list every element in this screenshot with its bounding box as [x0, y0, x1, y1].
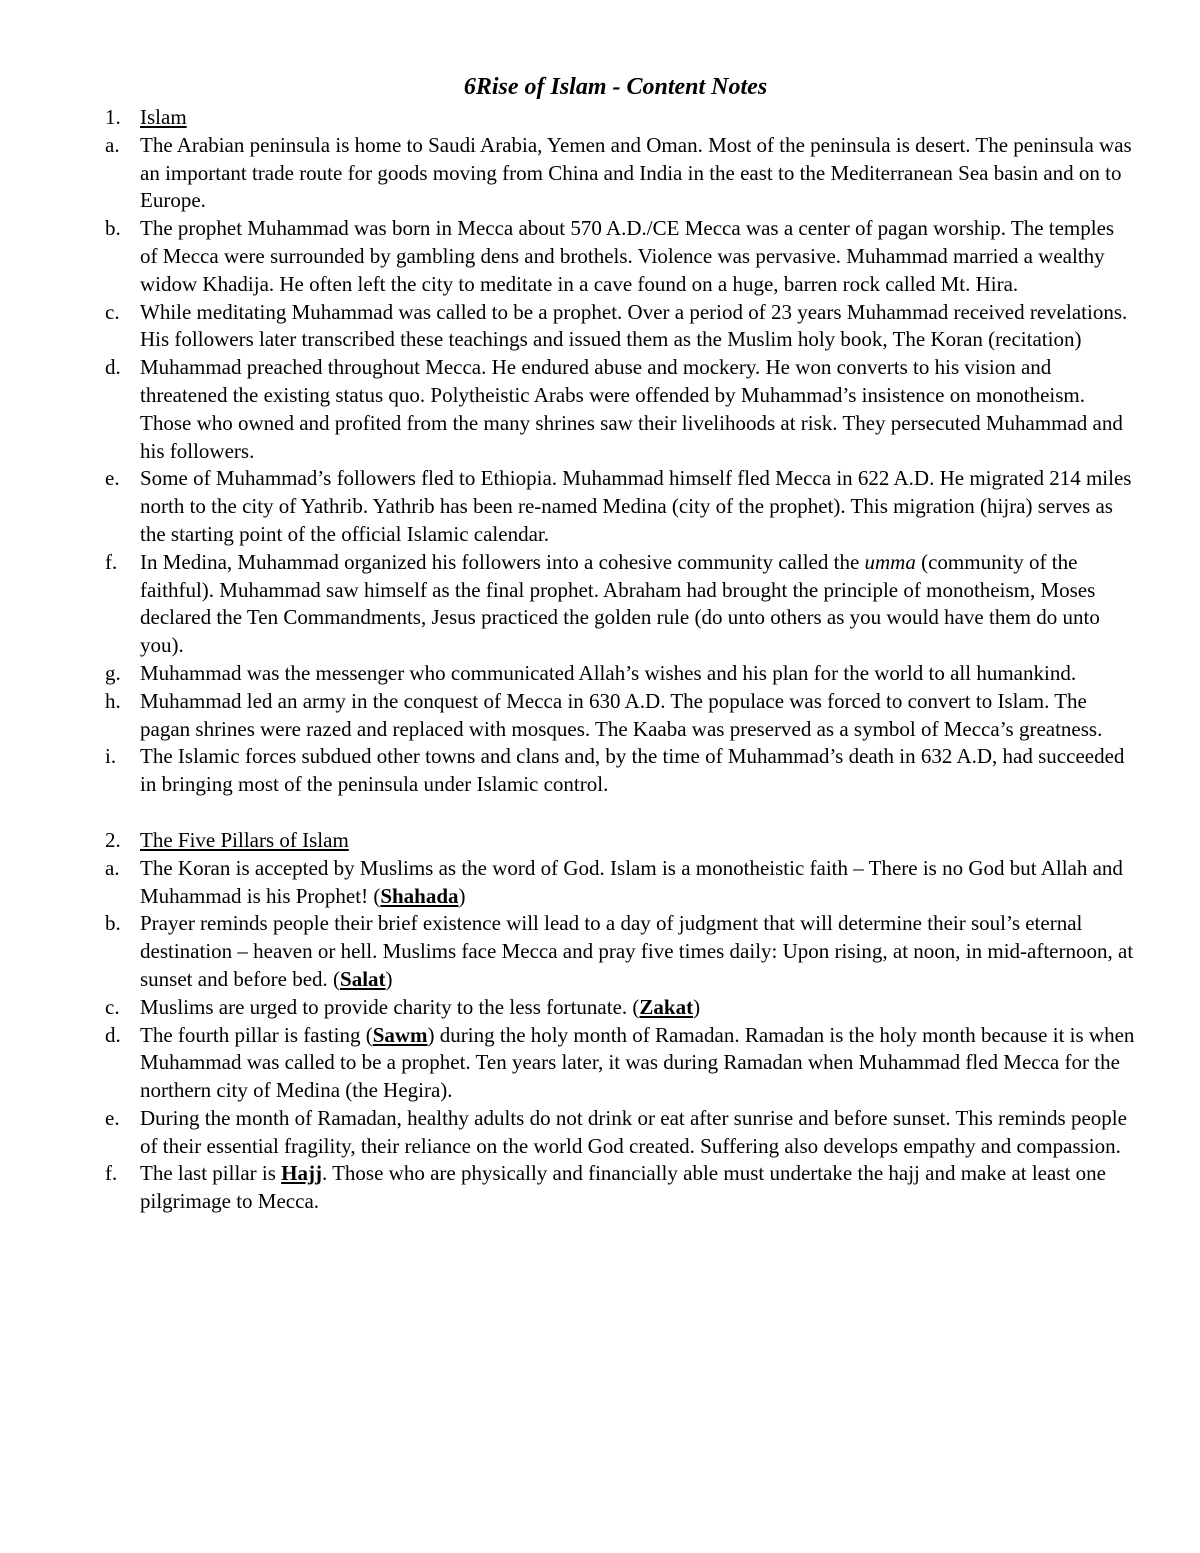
item-marker: f. [105, 549, 118, 574]
item-marker: a. [105, 132, 120, 157]
item-text-after: ) [458, 883, 466, 908]
section-heading [105, 827, 1136, 855]
item-marker: e. [105, 1105, 120, 1130]
list-item [105, 1160, 1136, 1216]
item-text-before: Muslims are urged to provide charity to the less fortunate. ( [140, 994, 640, 1019]
list-item [105, 299, 1136, 355]
item-marker: d. [105, 1022, 121, 1047]
item-marker: b. [105, 911, 121, 936]
list-item [105, 1022, 1136, 1105]
item-text-before: Prayer reminds people their brief existence will lead to a day of judgment that will determine their soul’s eternal destination – heaven or hell. Muslims face Mecca and pray five times daily: Upon rising, at noon, in mid-afternoon, at sunset and before bed. ( [140, 911, 1134, 991]
item-text [140, 855, 1136, 911]
list-item [105, 855, 1136, 911]
item-text-after: (community of the faithful). Muhammad saw himself as the final prophet. Abraham had brought the principle of monotheism, Moses declared the Ten Commandments, Jesus practiced the golden rule (do unto others as you would have them do unto you). [140, 549, 1100, 658]
item-text-before: The Koran is accepted by Muslims as the word of God. Islam is a monotheistic faith – There is no God but Allah and Muhammad is his Prophet! ( [140, 855, 1123, 908]
item-marker: e. [105, 466, 120, 491]
item-marker: g. [105, 660, 121, 685]
item-text-after: ) during the holy month of Ramadan. Ramadan is the holy month because it is when Muhammad was called to be a prophet. Ten years later, it was during Ramadan when Muhammad fled Mecca for the northern city of Medina (the Hegira). [140, 1022, 1135, 1103]
pillar-term-sawm: Sawm [372, 1022, 428, 1047]
section-heading [105, 104, 1136, 132]
item-marker: a. [105, 855, 120, 880]
list-item [105, 688, 1136, 744]
item-text-before: In Medina, Muhammad organized his followers into a cohesive community called the [140, 549, 865, 574]
list-item [105, 910, 1136, 993]
list-item [105, 660, 1136, 688]
item-text-before: The fourth pillar is fasting ( [140, 1022, 373, 1047]
list-item [105, 132, 1136, 215]
item-text: Muhammad was the messenger who communicated Allah’s wishes and his plan for the world to all humankind. [140, 660, 1077, 685]
item-text-before: The last pillar is [140, 1161, 282, 1186]
item-text: The prophet Muhammad was born in Mecca about 570 A.D./CE Mecca was a center of pagan worship. The temples of Mecca were surrounded by gambling dens and brothels. Violence was pervasive. Muhammad married a wealthy widow Khadija. He often left the city to meditate in a cave found on a huge, barren rock called Mt. Hira. [140, 216, 1115, 296]
list-item [105, 465, 1136, 548]
section-number: 2. [105, 827, 121, 852]
item-marker: b. [105, 216, 121, 241]
pillar-term-salat: Salat [340, 966, 386, 991]
item-marker: d. [105, 355, 121, 380]
section-number: 1. [105, 105, 121, 129]
section-heading-text: Islam [140, 105, 187, 129]
item-text: During the month of Ramadan, healthy adults do not drink or eat after sunrise and before sunset. This reminds people of their essential fragility, their reliance on the world God created. Suffering also develops empathy and compassion. [140, 1105, 1127, 1158]
item-marker: c. [105, 994, 120, 1019]
item-text: Muhammad preached throughout Mecca. He endured abuse and mockery. He won converts to his vision and threatened the existing status quo. Polytheistic Arabs were offended by Muhammad’s insistence on monotheism. Those who owned and profited from the many shrines saw their livelihoods at risk. They persecuted Muhammad and his followers. [140, 355, 1123, 463]
item-marker: f. [105, 1161, 118, 1186]
section-five-pillars [105, 827, 1136, 1216]
section-islam [105, 104, 1136, 799]
item-marker: i. [105, 744, 117, 769]
list-item [105, 1105, 1136, 1161]
item-text [140, 910, 1136, 993]
italic-term-umma: umma [864, 549, 916, 574]
item-text [140, 1022, 1136, 1105]
page-title: 6Rise of Islam - Content Notes [463, 74, 768, 100]
item-text [140, 549, 1136, 660]
item-text: Some of Muhammad’s followers fled to Ethiopia. Muhammad himself fled Mecca in 622 A.D. He migrated 214 miles north to the city of Yathrib. Yathrib has been re-named Medina (city of the prophet). This migration (hijra) serves as the starting point of the official Islamic calendar. [140, 466, 1132, 546]
pillar-term-hajj: Hajj [281, 1161, 322, 1186]
item-text [140, 994, 1136, 1022]
item-text: Muhammad led an army in the conquest of Mecca in 630 A.D. The populace was forced to convert to Islam. The pagan shrines were razed and replaced with mosques. The Kaaba was preserved as a symbol of Mecca’s greatness. [140, 688, 1103, 741]
item-text: While meditating Muhammad was called to be a prophet. Over a period of 23 years Muhammad received revelations. His followers later transcribed these teachings and issued them as the Muslim holy book, The Koran (recitation) [140, 299, 1128, 352]
item-text-after: . Those who are physically and financially able must undertake the hajj and make at least one pilgrimage to Mecca. [140, 1161, 1106, 1214]
list-item [105, 354, 1136, 465]
list-item [105, 215, 1136, 298]
pillar-term-shahada: Shahada [380, 883, 459, 908]
item-text-after: ) [385, 966, 393, 991]
item-marker: h. [105, 688, 121, 713]
pillar-term-zakat: Zakat [639, 994, 694, 1019]
item-text-after: ) [693, 994, 701, 1019]
item-text [140, 1160, 1136, 1216]
item-marker: c. [105, 299, 120, 324]
section-heading-text: The Five Pillars of Islam [140, 827, 349, 852]
list-item [105, 549, 1136, 660]
item-text: The Islamic forces subdued other towns and clans and, by the time of Muhammad’s death in 632 A.D, had succeeded in bringing most of the peninsula under Islamic control. [140, 744, 1125, 797]
list-item [105, 743, 1136, 799]
item-text: The Arabian peninsula is home to Saudi Arabia, Yemen and Oman. Most of the peninsula is desert. The peninsula was an important trade route for goods moving from China and India in the east to the Mediterranean Sea basin and on to Europe. [140, 132, 1132, 213]
list-item [105, 994, 1136, 1022]
